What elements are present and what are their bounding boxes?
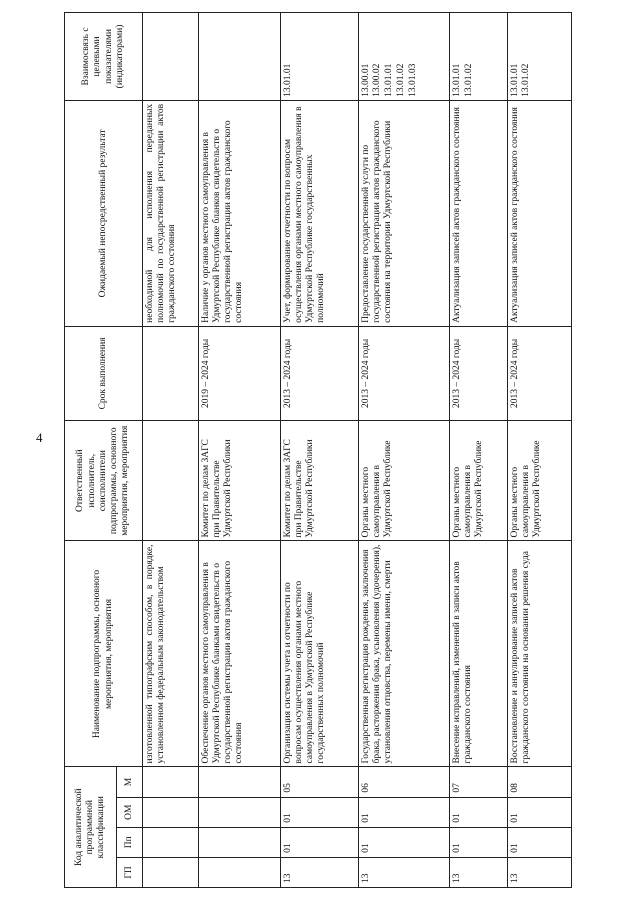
cell-pp: 01	[507, 827, 572, 857]
cell-gp: 13	[507, 857, 572, 887]
cell-om: 01	[507, 797, 572, 827]
header-result: Ожидаемый непосредственный результат	[65, 100, 143, 326]
header-code-group: Код аналитической программной классификации	[65, 767, 117, 888]
header-responsible: Ответственный исполнитель, соисполнители подпрограммы, основного мероприятия, мероприятия	[65, 421, 143, 542]
cell-om: 01	[449, 797, 507, 827]
indicator-code: 13.01.03	[408, 63, 419, 97]
header-m: М	[117, 767, 143, 797]
cell-result: Учет, формирование отчетности по вопросам осуществления органами местного самоуправления в Удмуртской Республике государственных полномочий	[280, 100, 358, 326]
cell-om: 01	[280, 797, 358, 827]
header-pp: Пп	[117, 827, 143, 857]
program-activities-table	[64, 12, 572, 888]
cell-result: Наличие у органов местного самоуправления в Удмуртской Республике бланков свидетельств о государственной регистрации актов гражданского состояния	[198, 100, 280, 326]
cell-result: необходимой для исполнения переданных полномочий по государственной регистрации актов гражданского состояния	[143, 100, 199, 326]
cell-gp: 13	[449, 857, 507, 887]
table-row	[449, 13, 507, 888]
cell-gp	[198, 857, 280, 887]
cell-name: Внесение исправлений, изменений в записи актов гражданского состояния	[449, 541, 507, 767]
cell-deadline: 2013 – 2024 годы	[507, 326, 572, 420]
indicator-code: 13.00.01	[360, 63, 371, 97]
cell-indicators	[507, 13, 572, 101]
header-name: Наименование подпрограммы, основного мероприятия, мероприятия	[65, 541, 143, 767]
cell-responsible: Органы местного самоуправления в Удмуртской Республике	[449, 421, 507, 542]
cell-m: 07	[449, 767, 507, 797]
cell-m	[198, 767, 280, 797]
cell-m: 06	[358, 767, 449, 797]
cell-name: Восстановление и аннулирование записей актов гражданского состояния на основании решения суда	[507, 541, 572, 767]
table-row	[198, 13, 280, 888]
page-number: 4	[36, 430, 43, 445]
cell-indicators	[198, 13, 280, 101]
cell-responsible: Органы местного самоуправления в Удмуртской Республике	[358, 421, 449, 542]
indicator-code: 13.01.01	[282, 63, 293, 97]
cell-indicators	[449, 13, 507, 101]
indicator-code: 13.01.02	[521, 63, 532, 97]
cell-responsible	[143, 421, 199, 542]
cell-om	[143, 797, 199, 827]
cell-name: изготовленной типографским способом, в порядке, установленном федеральным законодательством	[143, 541, 199, 767]
cell-responsible: Комитет по делам ЗАГС при Правительстве Удмуртской Республики	[198, 421, 280, 542]
cell-pp: 01	[280, 827, 358, 857]
cell-deadline: 2013 – 2024 годы	[280, 326, 358, 420]
cell-name: Организация системы учета и отчетности по вопросам осуществления органами местного самоуправления в Удмуртской Республике государственных полномочий	[280, 541, 358, 767]
cell-indicators	[358, 13, 449, 101]
header-deadline: Срок выполнения	[65, 326, 143, 420]
cell-result: Актуализация записей актов гражданского состояния	[507, 100, 572, 326]
cell-om: 01	[358, 797, 449, 827]
cell-m: 05	[280, 767, 358, 797]
cell-pp: 01	[449, 827, 507, 857]
cell-pp	[198, 827, 280, 857]
indicator-code: 13.01.01	[451, 63, 462, 97]
header-gp: ГП	[117, 857, 143, 887]
indicator-code: 13.01.01	[509, 63, 520, 97]
cell-deadline: 2013 – 2024 годы	[449, 326, 507, 420]
table-row	[507, 13, 572, 888]
cell-m	[143, 767, 199, 797]
header-om: ОМ	[117, 797, 143, 827]
cell-result: Актуализация записей актов гражданского состояния	[449, 100, 507, 326]
cell-pp: 01	[358, 827, 449, 857]
cell-deadline: 2013 – 2024 годы	[358, 326, 449, 420]
cell-responsible: Комитет по делам ЗАГС при Правительстве Удмуртской Республики	[280, 421, 358, 542]
indicator-code: 13.01.02	[396, 63, 407, 97]
cell-name: Государственная регистрация рождения, заключения брака, расторжения брака, усыновления (удочерения), установления отцовства, перемены имени, смерти	[358, 541, 449, 767]
header-indicators: Взаимосвязь с целевыми показателями (индикаторами)	[65, 13, 143, 101]
table-row	[280, 13, 358, 888]
indicator-code: 13.01.02	[463, 63, 474, 97]
table-row	[358, 13, 449, 888]
indicator-code: 13.00.02	[372, 63, 383, 97]
cell-gp: 13	[358, 857, 449, 887]
cell-responsible: Органы местного самоуправления в Удмуртской Республике	[507, 421, 572, 542]
table-row	[143, 13, 199, 888]
cell-gp: 13	[280, 857, 358, 887]
cell-deadline	[143, 326, 199, 420]
cell-deadline: 2019 – 2024 годы	[198, 326, 280, 420]
cell-om	[198, 797, 280, 827]
cell-m: 08	[507, 767, 572, 797]
cell-gp	[143, 857, 199, 887]
cell-indicators	[143, 13, 199, 101]
indicator-code: 13.01.01	[384, 63, 395, 97]
cell-name: Обеспечение органов местного самоуправления в Удмуртской Республике бланками свидетельств о государственной регистрации актов гражданского состояния	[198, 541, 280, 767]
cell-indicators	[280, 13, 358, 101]
rotated-table-container	[64, 12, 572, 888]
cell-result: Предоставление государственной услуги по государственной регистрации актов гражданского состояния на территории Удмуртской Республики	[358, 100, 449, 326]
cell-pp	[143, 827, 199, 857]
